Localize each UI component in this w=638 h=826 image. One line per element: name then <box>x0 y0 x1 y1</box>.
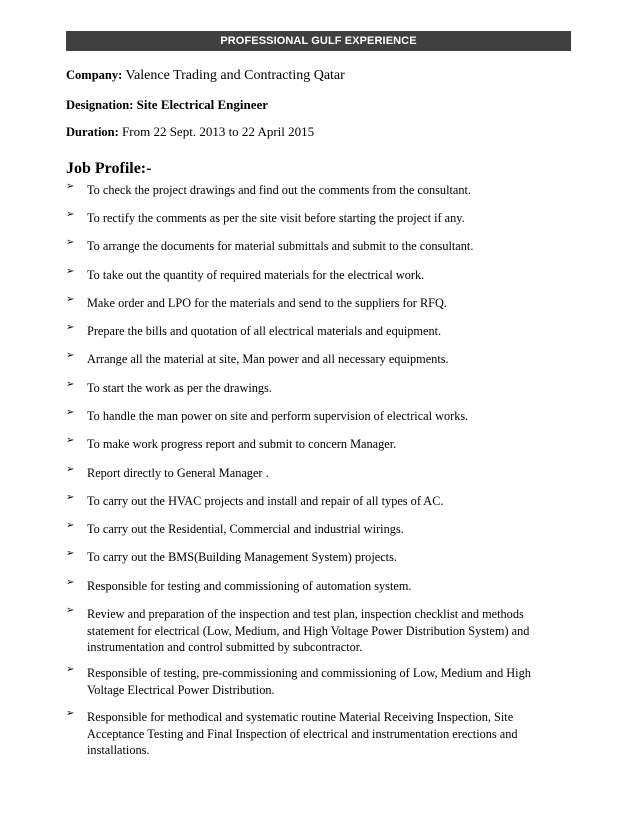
arrowhead-bullet-icon: ➢ <box>66 577 75 588</box>
arrowhead-bullet-icon: ➢ <box>66 181 75 192</box>
section-title: PROFESSIONAL GULF EXPERIENCE <box>220 35 417 47</box>
arrowhead-bullet-icon: ➢ <box>66 664 75 675</box>
arrowhead-bullet-icon: ➢ <box>66 548 75 559</box>
arrowhead-bullet-icon: ➢ <box>66 605 75 616</box>
company-line <box>66 67 345 84</box>
list-item-text: Report directly to General Manager . <box>87 466 269 480</box>
list-item-text: Prepare the bills and quotation of all electrical materials and equipment. <box>87 324 442 338</box>
arrowhead-bullet-icon: ➢ <box>66 237 75 248</box>
list-item-text: Arrange all the material at site, Man power and all necessary equipments. <box>87 352 449 366</box>
company-value: Valence Trading and Contracting Qatar <box>125 68 345 83</box>
arrowhead-bullet-icon: ➢ <box>66 322 75 333</box>
arrowhead-bullet-icon: ➢ <box>66 492 75 503</box>
company-label: Company: <box>66 68 123 82</box>
list-item-text: To start the work as per the drawings. <box>87 381 272 395</box>
designation-line <box>66 97 268 113</box>
arrowhead-bullet-icon: ➢ <box>66 266 75 277</box>
list-item-text: Review and preparation of the inspection and test plan, inspection checklist and methods statement for electrical (Low, Medium, and High Voltage Power Distribution System) and instrumentation and control submitted by subcontractor. <box>87 607 530 654</box>
arrowhead-bullet-icon: ➢ <box>66 209 75 220</box>
arrowhead-bullet-icon: ➢ <box>66 379 75 390</box>
list-item-text: Responsible for methodical and systematic routine Material Receiving Inspection, Site Acceptance Testing and Final Inspection of electrical and instrumentation erections and installations. <box>87 710 518 757</box>
arrowhead-bullet-icon: ➢ <box>66 464 75 475</box>
list-item-text: To carry out the BMS(Building Management System) projects. <box>87 550 397 564</box>
designation-value: Site Electrical Engineer <box>136 97 269 112</box>
duration-line <box>66 124 314 140</box>
job-profile-heading: Job Profile:- <box>66 160 152 177</box>
list-item-text: To rectify the comments as per the site visit before starting the project if any. <box>87 211 465 225</box>
list-item-text: Responsible for testing and commissioning of automation system. <box>87 579 412 593</box>
list-item-text: To check the project drawings and find out the comments from the consultant. <box>87 183 471 197</box>
duration-value: From 22 Sept. 2013 to 22 April 2015 <box>122 124 315 139</box>
list-item-text: To take out the quantity of required materials for the electrical work. <box>87 268 425 282</box>
arrowhead-bullet-icon: ➢ <box>66 708 75 719</box>
list-item-text: To handle the man power on site and perform supervision of electrical works. <box>87 409 469 423</box>
section-header-bar <box>66 31 571 51</box>
list-item-text: To carry out the Residential, Commercial and industrial wirings. <box>87 522 404 536</box>
arrowhead-bullet-icon: ➢ <box>66 520 75 531</box>
list-item-text: Make order and LPO for the materials and send to the suppliers for RFQ. <box>87 296 447 310</box>
arrowhead-bullet-icon: ➢ <box>66 407 75 418</box>
designation-label: Designation: <box>66 98 134 112</box>
list-item-text: Responsible of testing, pre-commissioning and commissioning of Low, Medium and High Voltage Electrical Power Distribution. <box>87 666 531 697</box>
arrowhead-bullet-icon: ➢ <box>66 350 75 361</box>
list-item-text: To make work progress report and submit to concern Manager. <box>87 437 397 451</box>
list-item-text: To arrange the documents for material submittals and submit to the consultant. <box>87 239 474 253</box>
list-item-text: To carry out the HVAC projects and install and repair of all types of AC. <box>87 494 444 508</box>
duration-label: Duration: <box>66 125 119 139</box>
arrowhead-bullet-icon: ➢ <box>66 435 75 446</box>
arrowhead-bullet-icon: ➢ <box>66 294 75 305</box>
